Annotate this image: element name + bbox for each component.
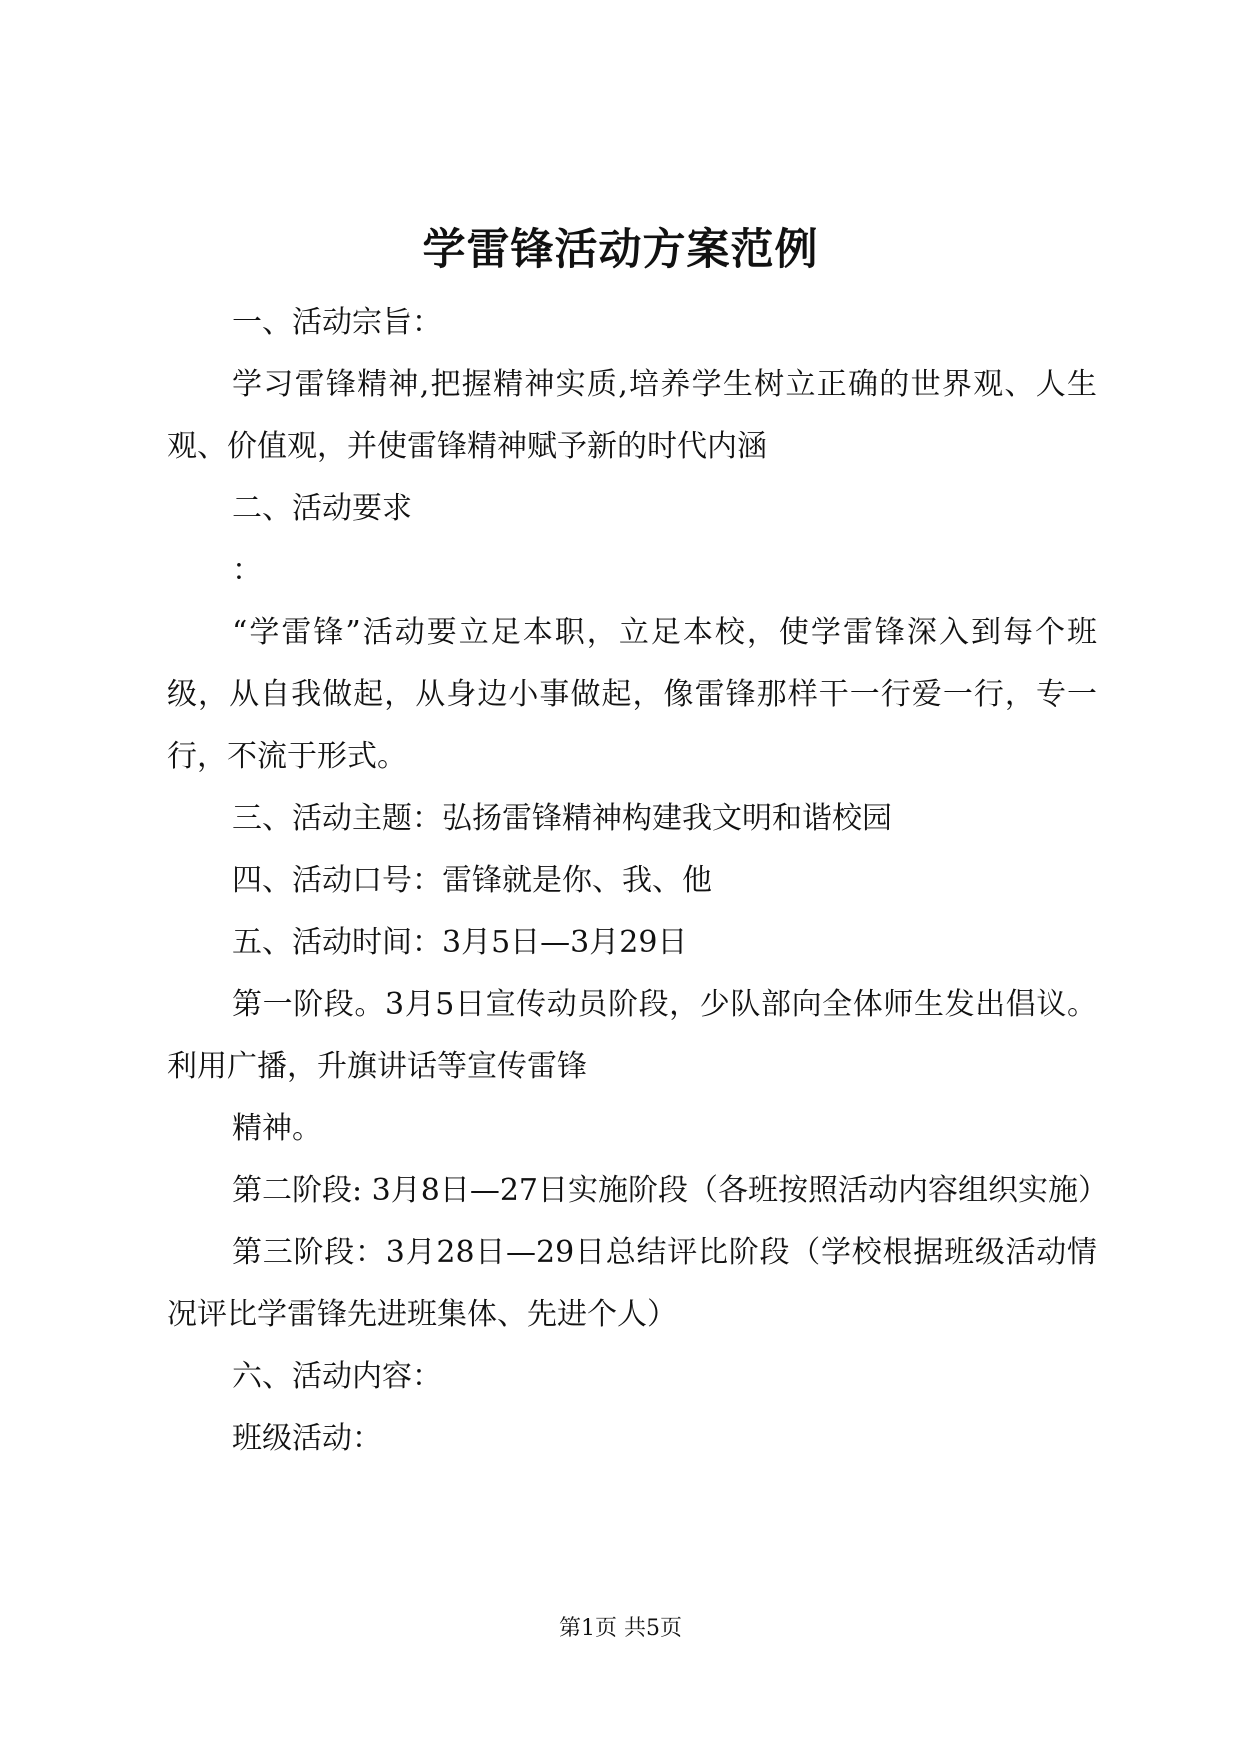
paragraph: ： (232, 553, 262, 588)
paragraph: 四、活动口号：雷锋就是你、我、他 (232, 863, 712, 898)
document-title: 学雷锋活动方案范例 (422, 225, 819, 275)
paragraph: 第三阶段：3月28日—29日总结评比阶段（学校根据班级活动情况评比学雷锋先进班集体、先进个人） (167, 1235, 1097, 1332)
paragraph: 精神。 (232, 1111, 322, 1146)
paragraph: 六、活动内容： (232, 1359, 442, 1394)
paragraph: 班级活动： (232, 1421, 382, 1456)
document-body (167, 292, 1108, 1470)
page-footer: 第1页 共5页 (559, 1616, 682, 1641)
paragraph: 第二阶段: 3月8日—27日实施阶段（各班按照活动内容组织实施） (232, 1173, 1108, 1208)
paragraph: 五、活动时间：3月5日—3月29日 (232, 925, 688, 960)
paragraph: 一、活动宗旨： (232, 305, 442, 340)
paragraph: “学雷锋”活动要立足本职，立足本校，使学雷锋深入到每个班级，从自我做起，从身边小事做起，像雷锋那样干一行爱一行，专一行，不流于形式。 (167, 615, 1097, 774)
paragraph: 二、活动要求 (232, 491, 412, 526)
paragraph: 学习雷锋精神,把握精神实质,培养学生树立正确的世界观、人生观、价值观，并使雷锋精神赋予新的时代内涵 (167, 367, 1097, 464)
paragraph: 第一阶段。3月5日宣传动员阶段，少队部向全体师生发出倡议。利用广播，升旗讲话等宣传雷锋 (167, 987, 1097, 1084)
paragraph: 三、活动主题：弘扬雷锋精神构建我文明和谐校园 (232, 801, 892, 836)
